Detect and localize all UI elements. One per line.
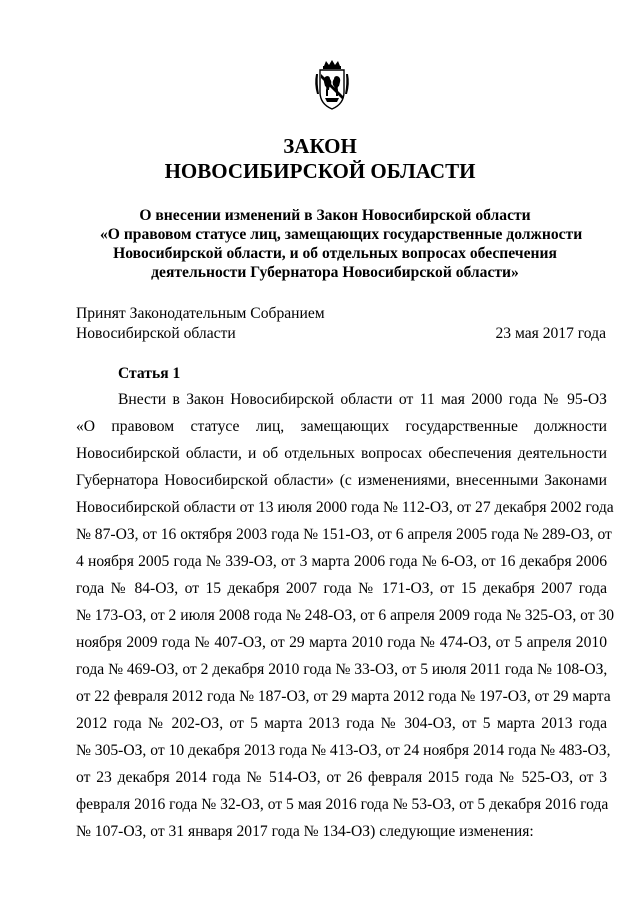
region-title: НОВОСИБИРСКОЙ ОБЛАСТИ [164,159,476,183]
article-text-line: года № 469-ОЗ, от 2 декабря 2010 года № 33-ОЗ, от 5 июля 2011 года № 108-ОЗ, [76,661,608,678]
article-text-line: Внести в Закон Новосибирской области от 11 мая 2000 года № 95-ОЗ [118,391,607,408]
adoption-line: Принят Законодательным Собранием [76,305,325,322]
novosibirsk-coat-of-arms-icon [314,60,350,110]
adoption-info [76,304,325,343]
article-text-line: от 22 февраля 2012 года № 187-ОЗ, от 29 марта 2012 года № 197-ОЗ, от 29 марта [76,688,611,705]
law-title: ЗАКОН [283,134,357,158]
article-text-line: Губернатора Новосибирской области» (с изменениями, внесенными Законами [76,472,607,489]
article-text-line: Новосибирской области от 13 июля 2000 года № 112-ОЗ, от 27 декабря 2002 года [76,499,614,516]
article-text-line: 4 ноября 2005 года № 339-ОЗ, от 3 марта 2006 года № 6-ОЗ, от 16 декабря 2006 [76,553,607,570]
article-text-line: февраля 2016 года № 32-ОЗ, от 5 мая 2016 года № 53-ОЗ, от 5 декабря 2016 года [76,796,609,813]
article-heading: Статья 1 [118,365,181,382]
subtitle-line: О внесении изменений в Закон Новосибирской области [139,207,531,224]
article-text-line: года № 84-ОЗ, от 15 декабря 2007 года № 171-ОЗ, от 15 декабря 2007 года [76,580,607,597]
subtitle-line: Новосибирской области, и об отдельных вопросах обеспечения [113,245,557,262]
article-text-line: 2012 года № 202-ОЗ, от 5 марта 2013 года № 304-ОЗ, от 5 марта 2013 года [76,715,607,732]
article-text-line: «О правовом статусе лиц, замещающих государственные должности [76,418,607,435]
adoption-line: Новосибирской области [76,324,236,342]
article-text-line: № 305-ОЗ, от 10 декабря 2013 года № 413-ОЗ, от 24 ноября 2014 года № 483-ОЗ, [76,742,611,759]
law-subtitle [100,206,583,282]
article-text-line: Новосибирской области, и об отдельных вопросах обеспечения деятельности [76,445,607,462]
article-text-line: ноября 2009 года № 407-ОЗ, от 29 марта 2010 года № 474-ОЗ, от 5 апреля 2010 [76,634,607,651]
subtitle-line: «О правовом статусе лиц, замещающих государственные должности [100,226,583,243]
article-text-line: от 23 декабря 2014 года № 514-ОЗ, от 26 февраля 2015 года № 525-ОЗ, от 3 [76,769,607,786]
article-text-line: № 107-ОЗ, от 31 января 2017 года № 134-ОЗ) следующие изменения: [76,823,534,840]
adoption-date: 23 мая 2017 года [495,324,606,342]
subtitle-line: деятельности Губернатора Новосибирской области» [151,264,519,281]
article-text-line: № 87-ОЗ, от 16 октября 2003 года № 151-ОЗ, от 6 апреля 2005 года № 289-ОЗ, от [76,526,612,543]
article-text-line: № 173-ОЗ, от 2 июля 2008 года № 248-ОЗ, от 6 апреля 2009 года № 325-ОЗ, от 30 [76,607,615,624]
